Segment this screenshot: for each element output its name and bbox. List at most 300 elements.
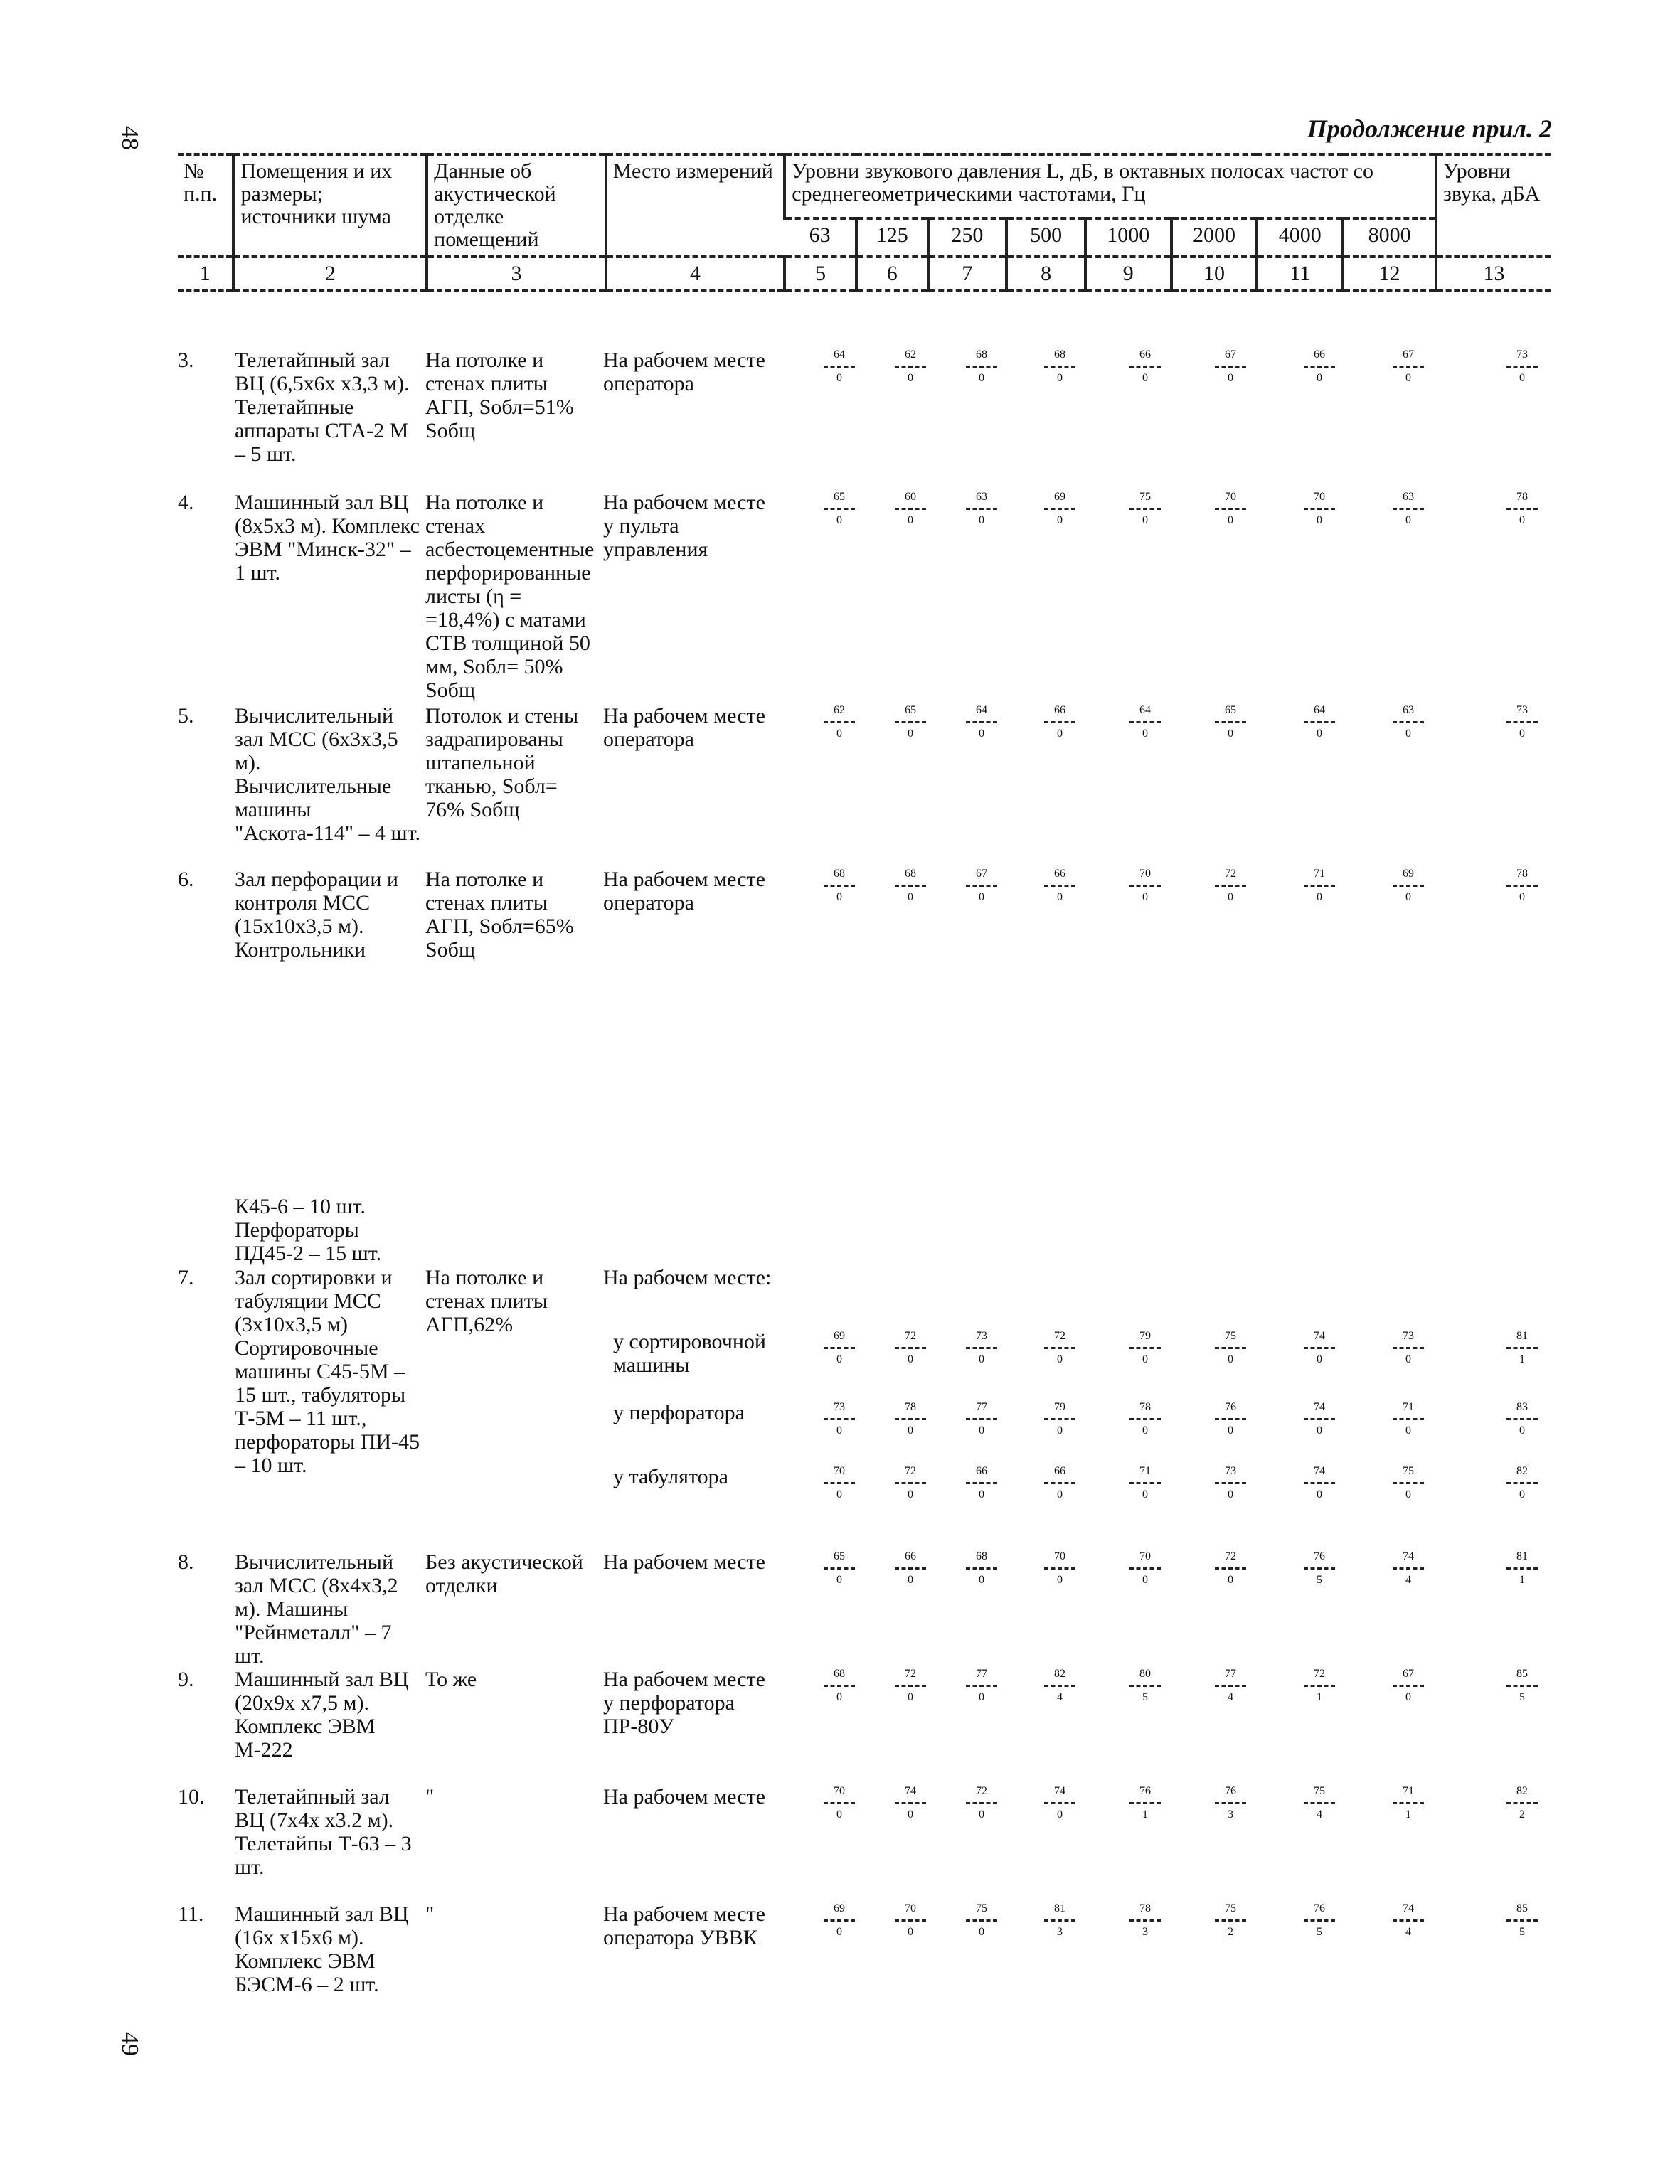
level-cell-bar bbox=[895, 721, 926, 723]
level-cell-denominator: 0 bbox=[1405, 728, 1411, 740]
table-header bbox=[178, 153, 1551, 292]
level-cell bbox=[811, 1330, 868, 1366]
level-cell bbox=[1202, 1550, 1259, 1587]
level-cell bbox=[1031, 1785, 1088, 1821]
dba-cell-bar bbox=[1506, 1418, 1538, 1420]
level-cell-value: 74 bbox=[1403, 1550, 1414, 1562]
level-cell-denominator: 0 bbox=[836, 372, 842, 384]
level-cell-value: 82 bbox=[1054, 1668, 1065, 1680]
level-cell-value: 68 bbox=[834, 1668, 845, 1680]
level-cell-value: 70 bbox=[1314, 491, 1325, 503]
dba-cell-denominator: 0 bbox=[1519, 891, 1525, 903]
level-cell bbox=[1202, 1401, 1259, 1437]
level-cell bbox=[953, 1465, 1010, 1501]
level-cell bbox=[1117, 1668, 1174, 1704]
level-cell-bar bbox=[1393, 508, 1424, 510]
level-cell-bar bbox=[824, 1418, 855, 1420]
level-cell-bar bbox=[895, 1418, 926, 1420]
level-cell bbox=[1380, 1668, 1437, 1704]
dba-cell bbox=[1494, 1465, 1551, 1501]
row-room: Зал сортировки и табуляции МСС (3х10х3,5 м) Сортировочные машины С45-5М – 15 шт., табуляторы Т-5М – 11 шт., перфораторы ПИ-45 – 10 шт. bbox=[235, 1266, 420, 1477]
level-cell-value: 75 bbox=[976, 1902, 987, 1914]
level-cell-bar bbox=[824, 721, 855, 723]
level-cell-denominator: 0 bbox=[1228, 891, 1233, 903]
level-cell bbox=[882, 1668, 939, 1704]
level-cell-denominator: 0 bbox=[979, 1574, 984, 1586]
level-cell-denominator: 0 bbox=[979, 1691, 984, 1703]
level-cell-value: 67 bbox=[976, 868, 987, 880]
freq-250: 250 bbox=[928, 218, 1007, 257]
level-cell bbox=[1031, 1668, 1088, 1704]
level-cell-value: 73 bbox=[1225, 1465, 1236, 1477]
level-cell-denominator: 0 bbox=[1142, 372, 1148, 384]
dba-cell-denominator: 2 bbox=[1519, 1809, 1525, 1821]
level-cell-bar bbox=[966, 1482, 997, 1484]
level-cell-bar bbox=[1304, 366, 1335, 368]
level-cell-denominator: 0 bbox=[1317, 514, 1322, 526]
dba-cell-denominator: 0 bbox=[1519, 728, 1525, 740]
level-cell-value: 74 bbox=[1314, 1401, 1325, 1413]
level-cell-bar bbox=[1215, 721, 1246, 723]
dba-cell-bar bbox=[1506, 885, 1538, 887]
level-cell-value: 65 bbox=[834, 491, 845, 503]
row-place: На рабочем месте bbox=[603, 1550, 765, 1574]
dba-cell-value: 85 bbox=[1516, 1902, 1528, 1914]
level-cell-denominator: 0 bbox=[979, 372, 984, 384]
level-cell-denominator: 4 bbox=[1405, 1926, 1411, 1938]
level-cell-value: 66 bbox=[976, 1465, 987, 1477]
dba-cell-bar bbox=[1506, 1685, 1538, 1687]
level-cell-denominator: 0 bbox=[979, 1353, 984, 1365]
level-cell-bar bbox=[824, 508, 855, 510]
level-cell-bar bbox=[895, 1347, 926, 1349]
level-cell-bar bbox=[1304, 721, 1335, 723]
level-cell-value: 72 bbox=[1225, 868, 1236, 880]
level-cell-value: 72 bbox=[976, 1785, 987, 1797]
level-cell-denominator: 0 bbox=[908, 1574, 913, 1586]
level-cell-value: 68 bbox=[976, 1550, 987, 1562]
level-cell-bar bbox=[966, 721, 997, 723]
dba-cell-denominator: 5 bbox=[1519, 1691, 1525, 1703]
level-cell-value: 75 bbox=[1225, 1330, 1236, 1342]
level-cell-value: 76 bbox=[1225, 1785, 1236, 1797]
level-cell-value: 75 bbox=[1225, 1902, 1236, 1914]
level-cell-bar bbox=[824, 366, 855, 368]
level-cell bbox=[811, 1401, 868, 1437]
row-number: 11. bbox=[178, 1902, 204, 1926]
level-cell bbox=[1380, 704, 1437, 740]
level-cell-bar bbox=[1044, 366, 1075, 368]
level-cell-denominator: 0 bbox=[1405, 1691, 1411, 1703]
level-cell-denominator: 3 bbox=[1057, 1926, 1063, 1938]
level-cell-value: 70 bbox=[1139, 868, 1151, 880]
level-cell-denominator: 4 bbox=[1228, 1691, 1233, 1703]
level-cell-value: 67 bbox=[1403, 348, 1414, 361]
dba-cell-bar bbox=[1506, 1802, 1538, 1804]
level-cell-bar bbox=[895, 1919, 926, 1922]
level-cell bbox=[953, 1668, 1010, 1704]
level-cell-value: 68 bbox=[834, 868, 845, 880]
dba-cell bbox=[1494, 1330, 1551, 1366]
dba-cell-value: 78 bbox=[1516, 491, 1528, 503]
level-cell bbox=[1380, 1902, 1437, 1939]
colnum: 4 bbox=[606, 257, 785, 291]
level-cell bbox=[1117, 1550, 1174, 1587]
level-cell-denominator: 0 bbox=[1142, 1488, 1148, 1501]
level-cell-bar bbox=[1215, 885, 1246, 887]
level-cell bbox=[1117, 1902, 1174, 1939]
row-finish: На потолке и стенах асбестоцементные перфорированные листы (η = =18,4%) с матами СТВ толщиной 50 мм, Sобл= 50% Sобщ bbox=[425, 491, 595, 702]
level-cell-value: 71 bbox=[1403, 1785, 1414, 1797]
level-cell bbox=[1380, 1785, 1437, 1821]
colnum: 3 bbox=[427, 257, 606, 291]
level-cell-bar bbox=[1304, 885, 1335, 887]
dba-cell-value: 81 bbox=[1516, 1330, 1528, 1342]
level-cell-bar bbox=[895, 1567, 926, 1570]
level-cell-bar bbox=[1215, 366, 1246, 368]
level-cell-value: 60 bbox=[905, 491, 916, 503]
level-cell-value: 68 bbox=[905, 868, 916, 880]
level-cell-value: 72 bbox=[905, 1330, 916, 1342]
level-cell bbox=[882, 868, 939, 904]
level-cell bbox=[953, 1401, 1010, 1437]
level-cell bbox=[1380, 348, 1437, 385]
level-cell-denominator: 0 bbox=[1405, 1424, 1411, 1437]
level-cell bbox=[811, 491, 868, 527]
level-cell bbox=[811, 704, 868, 740]
level-cell bbox=[1031, 491, 1088, 527]
level-cell-value: 72 bbox=[1054, 1330, 1065, 1342]
dba-cell-value: 78 bbox=[1516, 868, 1528, 880]
level-cell-bar bbox=[966, 1919, 997, 1922]
level-cell-value: 73 bbox=[976, 1330, 987, 1342]
row-place: На рабочем месте у перфоратора ПР-80У bbox=[603, 1668, 765, 1738]
colnum: 12 bbox=[1343, 257, 1436, 291]
row-place: На рабочем месте bbox=[603, 1785, 765, 1809]
level-cell-bar bbox=[1044, 508, 1075, 510]
level-cell bbox=[953, 348, 1010, 385]
level-cell-value: 74 bbox=[1314, 1465, 1325, 1477]
header-col-dba: Уровни звука, дБА bbox=[1436, 154, 1551, 257]
colnum: 7 bbox=[928, 257, 1007, 291]
level-cell-bar bbox=[1129, 1482, 1161, 1484]
level-cell-bar bbox=[1393, 721, 1424, 723]
level-cell bbox=[1202, 1785, 1259, 1821]
level-cell-bar bbox=[1215, 1347, 1246, 1349]
row-number: 4. bbox=[178, 491, 194, 514]
row-room-continued: К45-6 – 10 шт. Перфораторы ПД45-2 – 15 шт. bbox=[235, 1195, 382, 1265]
freq-4000: 4000 bbox=[1257, 218, 1343, 257]
level-cell-value: 77 bbox=[976, 1401, 987, 1413]
level-cell-value: 79 bbox=[1054, 1401, 1065, 1413]
colnum: 10 bbox=[1171, 257, 1258, 291]
level-cell-bar bbox=[1304, 1685, 1335, 1687]
level-cell bbox=[1117, 1785, 1174, 1821]
level-cell-value: 67 bbox=[1403, 1668, 1414, 1680]
dba-cell-bar bbox=[1506, 508, 1538, 510]
level-cell-denominator: 5 bbox=[1142, 1691, 1148, 1703]
level-cell-denominator: 1 bbox=[1142, 1809, 1148, 1821]
level-cell-value: 78 bbox=[905, 1401, 916, 1413]
level-cell-value: 62 bbox=[834, 704, 845, 716]
level-cell-bar bbox=[1129, 1802, 1161, 1804]
level-cell-value: 66 bbox=[905, 1550, 916, 1562]
dba-cell-bar bbox=[1506, 1567, 1538, 1570]
row-number: 7. bbox=[178, 1266, 194, 1289]
level-cell bbox=[953, 491, 1010, 527]
level-cell-value: 76 bbox=[1225, 1401, 1236, 1413]
dba-cell-bar bbox=[1506, 366, 1538, 368]
level-cell bbox=[882, 1330, 939, 1366]
level-cell-denominator: 0 bbox=[1405, 372, 1411, 384]
level-cell-bar bbox=[1215, 1802, 1246, 1804]
level-cell-denominator: 0 bbox=[1057, 514, 1063, 526]
level-cell-bar bbox=[1393, 1347, 1424, 1349]
level-cell-value: 70 bbox=[834, 1465, 845, 1477]
level-cell bbox=[1031, 1902, 1088, 1939]
level-cell-denominator: 0 bbox=[836, 1574, 842, 1586]
level-cell-denominator: 0 bbox=[1142, 1353, 1148, 1365]
row-room: Вычислительный зал МСС (8х4х3,2 м). Машины "Рейнметалл" – 7 шт. bbox=[235, 1550, 398, 1668]
subplace: у табулятора bbox=[613, 1465, 728, 1488]
row-room: Телетайпный зал ВЦ (7х4х х3.2 м). Телетайпы Т-63 – 3 шт. bbox=[235, 1785, 412, 1879]
row-place: На рабочем месте оператора bbox=[603, 348, 765, 395]
row-number: 8. bbox=[178, 1550, 194, 1574]
level-cell-denominator: 0 bbox=[836, 1926, 842, 1938]
level-cell bbox=[1380, 1401, 1437, 1437]
row-room: Машинный зал ВЦ (20х9х х7,5 м). Комплекс ЭВМ М-222 bbox=[235, 1668, 409, 1762]
level-cell bbox=[1291, 868, 1348, 904]
level-cell-denominator: 1 bbox=[1317, 1691, 1322, 1703]
level-cell-bar bbox=[966, 366, 997, 368]
level-cell-denominator: 0 bbox=[1228, 1574, 1233, 1586]
level-cell-value: 69 bbox=[1403, 868, 1414, 880]
row-place: На рабочем месте оператора bbox=[603, 704, 765, 751]
level-cell-bar bbox=[1044, 1347, 1075, 1349]
row-number: 10. bbox=[178, 1785, 205, 1809]
level-cell bbox=[953, 704, 1010, 740]
level-cell bbox=[1202, 1330, 1259, 1366]
level-cell bbox=[1202, 1465, 1259, 1501]
level-cell-bar bbox=[1129, 508, 1161, 510]
level-cell-denominator: 0 bbox=[908, 372, 913, 384]
level-cell bbox=[882, 348, 939, 385]
level-cell bbox=[882, 1902, 939, 1939]
level-cell-denominator: 0 bbox=[836, 1691, 842, 1703]
row-number: 9. bbox=[178, 1668, 194, 1691]
level-cell-denominator: 1 bbox=[1405, 1809, 1411, 1821]
level-cell-bar bbox=[1304, 508, 1335, 510]
level-cell-bar bbox=[1129, 1919, 1161, 1922]
level-cell-denominator: 0 bbox=[1057, 1809, 1063, 1821]
level-cell-denominator: 0 bbox=[1405, 1488, 1411, 1501]
level-cell-denominator: 0 bbox=[908, 1353, 913, 1365]
header-col-levels: Уровни звукового давления L, дБ, в октавных полосах частот со среднегеометрическими частотами, Гц bbox=[785, 154, 1436, 218]
row-finish: Потолок и стены задрапированы штапельной тканью, Sобл= 76% Sобщ bbox=[425, 704, 579, 821]
dba-cell-denominator: 1 bbox=[1519, 1353, 1525, 1365]
dba-cell-value: 73 bbox=[1516, 704, 1528, 716]
level-cell-denominator: 0 bbox=[1142, 728, 1148, 740]
level-cell-value: 66 bbox=[1054, 704, 1065, 716]
level-cell-denominator: 0 bbox=[1228, 1488, 1233, 1501]
level-cell bbox=[1291, 1330, 1348, 1366]
level-cell bbox=[1117, 1465, 1174, 1501]
dba-cell-bar bbox=[1506, 1919, 1538, 1922]
level-cell-denominator: 0 bbox=[1057, 1424, 1063, 1437]
level-cell-value: 66 bbox=[1314, 348, 1325, 361]
level-cell-value: 81 bbox=[1054, 1902, 1065, 1914]
level-cell-bar bbox=[1044, 885, 1075, 887]
level-cell-denominator: 4 bbox=[1317, 1809, 1322, 1821]
level-cell-value: 63 bbox=[1403, 491, 1414, 503]
level-cell-denominator: 0 bbox=[979, 1926, 984, 1938]
level-cell-value: 68 bbox=[1054, 348, 1065, 361]
level-cell-bar bbox=[1129, 1418, 1161, 1420]
level-cell-bar bbox=[824, 1567, 855, 1570]
level-cell-value: 78 bbox=[1139, 1401, 1151, 1413]
header-col-place: Место измерений bbox=[606, 154, 785, 257]
level-cell-denominator: 0 bbox=[1228, 728, 1233, 740]
colnum: 1 bbox=[178, 257, 233, 291]
level-cell-bar bbox=[1393, 1685, 1424, 1687]
level-cell-denominator: 0 bbox=[979, 1488, 984, 1501]
level-cell-value: 74 bbox=[1314, 1330, 1325, 1342]
level-cell-bar bbox=[966, 1418, 997, 1420]
level-cell-denominator: 0 bbox=[908, 1488, 913, 1501]
level-cell-bar bbox=[1215, 1685, 1246, 1687]
level-cell-denominator: 5 bbox=[1317, 1926, 1322, 1938]
dba-cell-denominator: 0 bbox=[1519, 1424, 1525, 1437]
level-cell-denominator: 0 bbox=[836, 514, 842, 526]
dba-cell-denominator: 1 bbox=[1519, 1574, 1525, 1586]
row-finish: Без акустической отделки bbox=[425, 1550, 583, 1597]
level-cell-denominator: 0 bbox=[979, 728, 984, 740]
dba-cell-value: 73 bbox=[1516, 348, 1528, 361]
level-cell bbox=[811, 348, 868, 385]
level-cell-value: 79 bbox=[1139, 1330, 1151, 1342]
dba-cell bbox=[1494, 491, 1551, 527]
level-cell-bar bbox=[1304, 1567, 1335, 1570]
level-cell bbox=[1117, 1330, 1174, 1366]
level-cell bbox=[811, 1550, 868, 1587]
level-cell-value: 64 bbox=[976, 704, 987, 716]
level-cell bbox=[1031, 1330, 1088, 1366]
row-room: Машинный зал ВЦ (16х х15х6 м). Комплекс ЭВМ БЭСМ-6 – 2 шт. bbox=[235, 1902, 409, 1996]
level-cell bbox=[1380, 491, 1437, 527]
level-cell-bar bbox=[824, 1802, 855, 1804]
level-cell-denominator: 2 bbox=[1228, 1926, 1233, 1938]
level-cell-bar bbox=[1044, 1802, 1075, 1804]
dba-cell bbox=[1494, 1902, 1551, 1939]
level-cell-value: 66 bbox=[1054, 1465, 1065, 1477]
row-place-heading: На рабочем месте: bbox=[603, 1266, 772, 1289]
dba-cell-value: 85 bbox=[1516, 1668, 1528, 1680]
level-cell bbox=[811, 1668, 868, 1704]
level-cell-denominator: 0 bbox=[1228, 372, 1233, 384]
level-cell-value: 80 bbox=[1139, 1668, 1151, 1680]
level-cell-bar bbox=[1044, 1482, 1075, 1484]
colnum: 2 bbox=[233, 257, 427, 291]
level-cell-denominator: 0 bbox=[1317, 1424, 1322, 1437]
level-cell-bar bbox=[966, 1567, 997, 1570]
row-finish: На потолке и стенах плиты АГП, Sобл=51% Sобщ bbox=[425, 348, 574, 442]
level-cell bbox=[1117, 1401, 1174, 1437]
level-cell bbox=[1291, 1902, 1348, 1939]
level-cell-bar bbox=[895, 366, 926, 368]
level-cell bbox=[1291, 491, 1348, 527]
level-cell-bar bbox=[966, 1802, 997, 1804]
level-cell-denominator: 0 bbox=[908, 1424, 913, 1437]
level-cell-value: 66 bbox=[1054, 868, 1065, 880]
level-cell-denominator: 3 bbox=[1228, 1809, 1233, 1821]
level-cell-denominator: 0 bbox=[1142, 1424, 1148, 1437]
header-col-finish: Данные об акустической отделке помещений bbox=[427, 154, 606, 257]
level-cell bbox=[1117, 704, 1174, 740]
level-cell bbox=[882, 1401, 939, 1437]
level-cell bbox=[1202, 704, 1259, 740]
level-cell-denominator: 5 bbox=[1317, 1574, 1322, 1586]
level-cell-bar bbox=[1393, 885, 1424, 887]
level-cell-value: 70 bbox=[1225, 491, 1236, 503]
level-cell-bar bbox=[966, 508, 997, 510]
level-cell-bar bbox=[1304, 1482, 1335, 1484]
level-cell-denominator: 0 bbox=[979, 1809, 984, 1821]
row-place: На рабочем месте у пульта управления bbox=[603, 491, 765, 561]
level-cell-bar bbox=[1215, 1919, 1246, 1922]
header-col-number: № п.п. bbox=[178, 154, 233, 257]
level-cell-bar bbox=[1044, 1567, 1075, 1570]
level-cell bbox=[1380, 868, 1437, 904]
level-cell-denominator: 0 bbox=[1142, 514, 1148, 526]
level-cell-denominator: 0 bbox=[908, 1926, 913, 1938]
level-cell bbox=[882, 491, 939, 527]
row-room: Зал перфорации и контроля МСС (15х10х3,5 м). Контрольники bbox=[235, 868, 398, 962]
freq-2000: 2000 bbox=[1171, 218, 1258, 257]
level-cell-value: 74 bbox=[1054, 1785, 1065, 1797]
level-cell-denominator: 0 bbox=[908, 1691, 913, 1703]
level-cell bbox=[811, 868, 868, 904]
level-cell-denominator: 0 bbox=[979, 514, 984, 526]
level-cell-bar bbox=[895, 508, 926, 510]
level-cell-denominator: 0 bbox=[836, 728, 842, 740]
level-cell-bar bbox=[1044, 721, 1075, 723]
level-cell bbox=[1202, 868, 1259, 904]
row-room: Вычислительный зал МСС (6х3х3,5 м). Вычислительные машины "Аскота-114" – 4 шт. bbox=[235, 704, 421, 845]
level-cell bbox=[1031, 1550, 1088, 1587]
level-cell-denominator: 0 bbox=[908, 514, 913, 526]
row-number: 3. bbox=[178, 348, 194, 372]
row-finish: То же bbox=[425, 1668, 477, 1691]
level-cell-denominator: 0 bbox=[1057, 1353, 1063, 1365]
level-cell bbox=[882, 1550, 939, 1587]
level-cell-bar bbox=[895, 1685, 926, 1687]
level-cell-denominator: 0 bbox=[1317, 372, 1322, 384]
level-cell-denominator: 0 bbox=[1405, 1353, 1411, 1365]
level-cell-denominator: 0 bbox=[836, 1424, 842, 1437]
level-cell-denominator: 0 bbox=[1057, 891, 1063, 903]
level-cell-value: 75 bbox=[1403, 1465, 1414, 1477]
level-cell-denominator: 0 bbox=[908, 1809, 913, 1821]
level-cell bbox=[1291, 1668, 1348, 1704]
level-cell-value: 76 bbox=[1314, 1550, 1325, 1562]
level-cell bbox=[811, 1465, 868, 1501]
level-cell-value: 71 bbox=[1403, 1401, 1414, 1413]
subplace: у сортировочной машины bbox=[613, 1330, 766, 1377]
level-cell-denominator: 0 bbox=[1057, 728, 1063, 740]
level-cell bbox=[1380, 1330, 1437, 1366]
level-cell-bar bbox=[1215, 1482, 1246, 1484]
level-cell bbox=[882, 704, 939, 740]
